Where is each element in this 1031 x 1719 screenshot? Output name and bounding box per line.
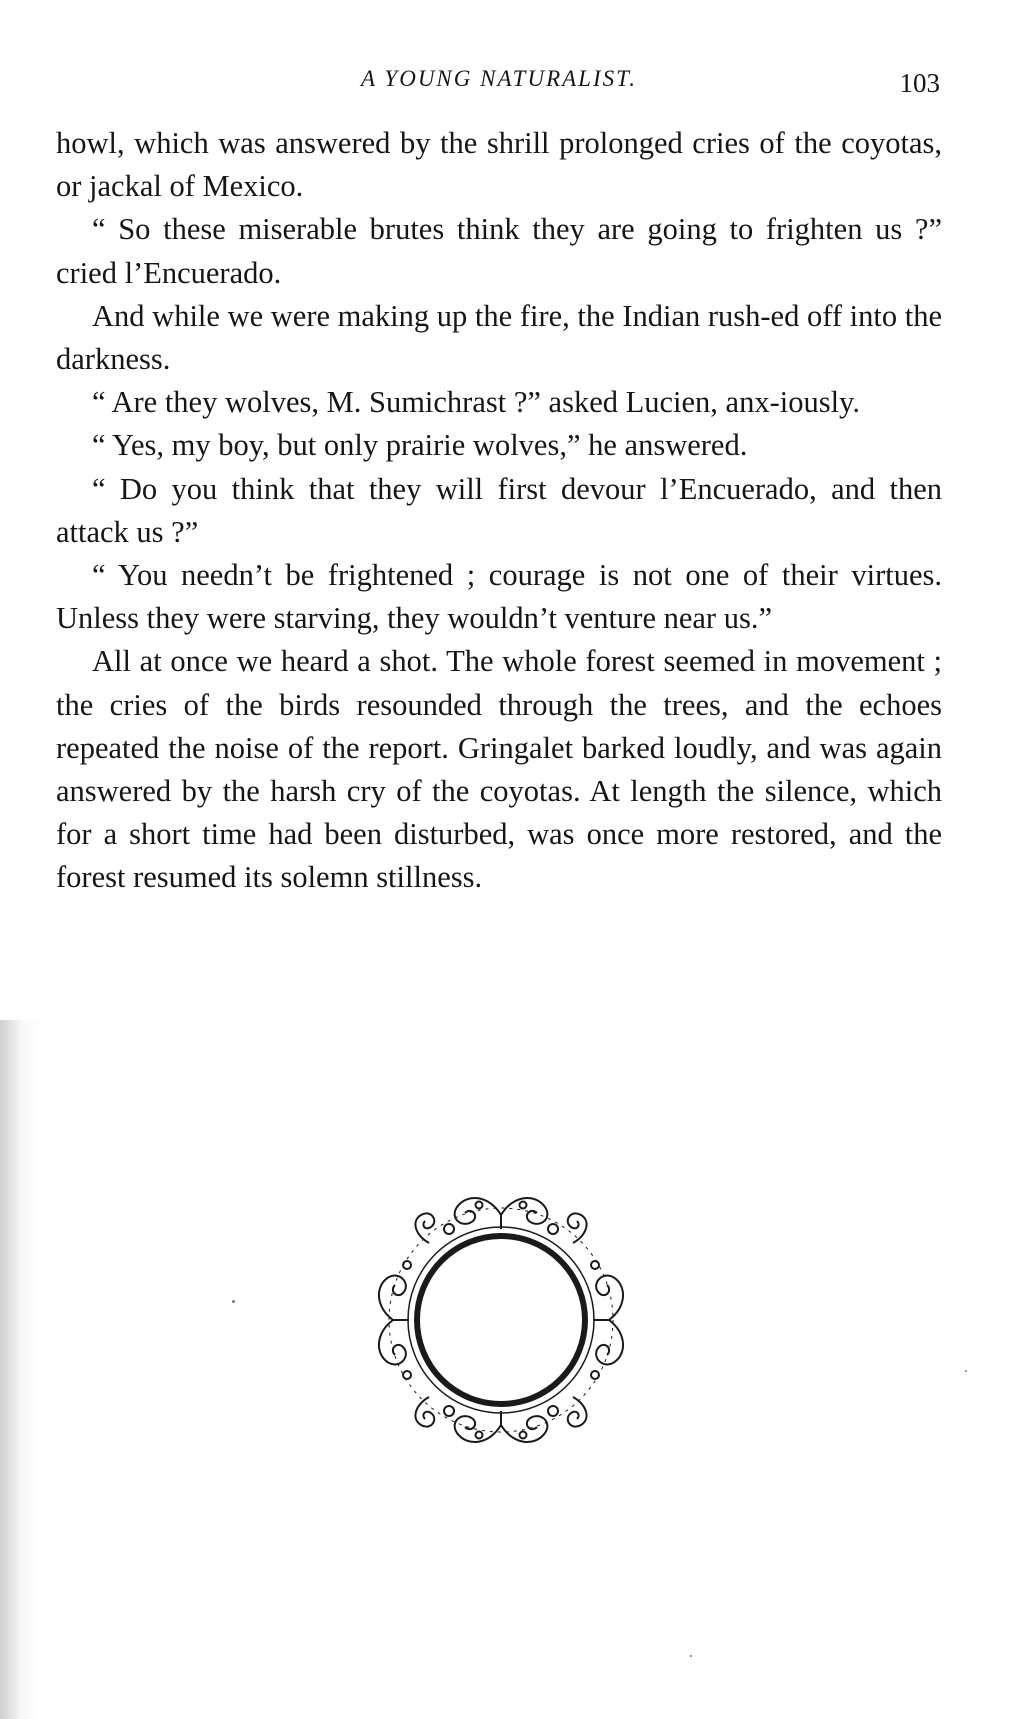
paragraph-7: “ You needn’t be frightened ; courage is not one of their virtues. Unless they were starving, they wouldn’t venture near us.” [56,558,942,636]
scroll-wreath-ornament-icon [371,1185,631,1455]
binding-shadow [0,1020,40,1719]
paragraph-1: howl, which was answered by the shrill prolonged cries of the coyotas, or jackal of Mexico. [56,126,942,204]
paragraph-5: “ Yes, my boy, but only prairie wolves,” he answered. [92,428,748,463]
paragraph-4: “ Are they wolves, M. Sumichrast ?” asked Lucien, anx-iously. [92,385,860,420]
paragraph-3: And while we were making up the fire, the Indian rush-ed off into the darkness. [56,298,942,377]
paragraph-8: All at once we heard a shot. The whole forest seemed in movement ; the cries of the birds resounded through the trees, and the echoes repeated the noise of the report. Gringalet barked loudly, and was again answered by the harsh cry of the coyotas. At length the silence, which for a short time had been disturbed, was once more restored, and the forest resumed its solemn stillness. [56,644,942,895]
running-title: A YOUNG NATURALIST. [361,66,637,91]
running-head [56,64,942,104]
print-speck [965,1370,967,1372]
paragraph-6: “ Do you think that they will first devour l’Encuerado, and then attack us ?” [56,471,942,549]
print-speck [232,1300,235,1303]
paragraph-2: “ So these miserable brutes think they are going to frighten us ?” cried l’Encuerado. [56,212,942,290]
body-text [56,122,942,900]
print-speck [690,1655,692,1657]
page-number: 103 [899,68,940,98]
